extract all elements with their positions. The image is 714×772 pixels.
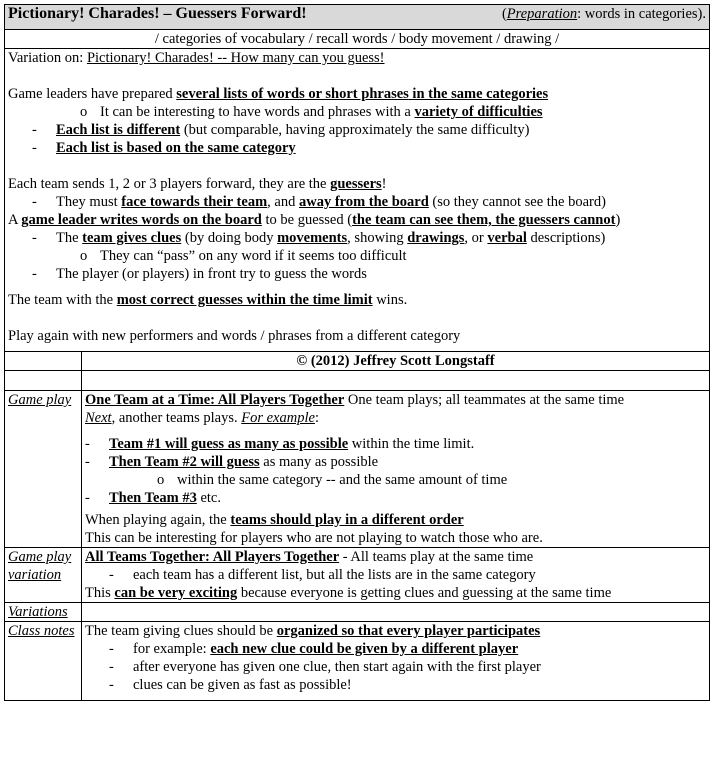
variation-label: Game play [8,549,72,565]
list-item: - for example: each new clue could be given by a different player [109,641,519,657]
bullet-dash: - [109,641,114,657]
list-item: - Each list is based on the same category [32,140,296,156]
game-play-line: When playing again, the teams should play in a different order [85,512,464,528]
description-cell [5,49,710,352]
game-play-line: This can be interesting for players who are not playing to watch those who are. [85,530,543,546]
intro-line: Each team sends 1, 2 or 3 players forward, they are the guessers! [8,176,387,192]
list-item: o It can be interesting to have words and phrases with a variety of difficulties [80,104,543,120]
empty-cell [82,371,710,391]
variation-label: variation [8,567,62,583]
bullet-dash: - [32,194,37,210]
title-row [5,5,710,30]
tags: / categories of vocabulary / recall words / body movement / drawing / [154,31,560,47]
intro-line: A game leader writes words on the board to be guessed (the team can see them, the guessers cannot) [8,212,621,228]
game-play-cell [82,391,710,548]
intro-line: Play again with new performers and words / phrases from a different category [8,328,461,344]
list-item: o within the same category -- and the same amount of time [157,472,508,488]
list-item: - Team #1 will guess as many as possible within the time limit. [85,436,475,452]
variations-label: Variations [8,604,68,620]
game-play-line: Next, another teams plays. For example: [85,410,319,426]
list-item: o They can “pass” on any word if it seems too difficult [80,248,407,264]
class-notes-line: The team giving clues should be organized so that every player participates [85,623,541,639]
variation-on: Variation on: Pictionary! Charades! -- How many can you guess! [8,50,385,66]
list-item: - Then Team #2 will guess as many as possible [85,454,379,470]
empty-cell [5,371,82,391]
variation-label-cell [5,548,82,603]
empty-cell [5,352,82,371]
list-item: - Each list is different (but comparable, having approximately the same difficulty) [32,122,530,138]
list-item: - They must face towards their team, and away from the board (so they cannot see the board) [32,194,606,210]
list-item: - each team has a different list, but all the lists are in the same category [109,567,536,583]
copyright: © (2012) Jeffrey Scott Longstaff [296,353,495,369]
class-notes-cell [82,622,710,701]
class-notes-label-cell [5,622,82,701]
bullet-dash: - [85,454,90,470]
list-item: - The team gives clues (by doing body movements, showing drawings, or verbal descriptions) [32,230,606,246]
bullet-dash: - [109,677,114,693]
class-notes-label: Class notes [8,623,75,639]
copyright-cell [82,352,710,371]
game-play-heading: One Team at a Time: All Players Together One team plays; all teammates at the same time [85,392,625,408]
worksheet [4,4,710,701]
bullet-dash: - [109,659,114,675]
bullet-circle: o [80,248,88,264]
list-item: - clues can be given as fast as possible! [109,677,352,693]
bullet-dash: - [109,567,114,583]
variations-label-cell [5,603,82,622]
worksheet-table [4,4,710,701]
variation-cell [82,548,710,603]
bullet-dash: - [32,230,37,246]
list-item: - Then Team #3 etc. [85,490,221,506]
game-play-label: Game play [8,392,72,408]
variation-heading: All Teams Together: All Players Together - All teams play at the same time [85,549,534,565]
list-item: - after everyone has given one clue, then start again with the first player [109,659,541,675]
list-item: - The player (or players) in front try to guess the words [32,266,367,282]
preparation-note: (Preparation: words in categories). [501,6,706,22]
bullet-circle: o [80,104,88,120]
intro-line: The team with the most correct guesses within the time limit wins. [8,292,408,308]
bullet-dash: - [85,436,90,452]
bullet-circle: o [157,472,165,488]
bullet-dash: - [85,490,90,506]
bullet-dash: - [32,140,37,156]
page-title: Pictionary! Charades! – Guessers Forward! [8,5,307,22]
bullet-dash: - [32,122,37,138]
game-play-label-cell [5,391,82,548]
empty-cell [82,603,710,622]
variation-line: This can be very exciting because everyone is getting clues and guessing at the same time [85,585,612,601]
tags-row [5,30,710,49]
intro-line: Game leaders have prepared several lists of words or short phrases in the same categories [8,86,549,102]
bullet-dash: - [32,266,37,282]
